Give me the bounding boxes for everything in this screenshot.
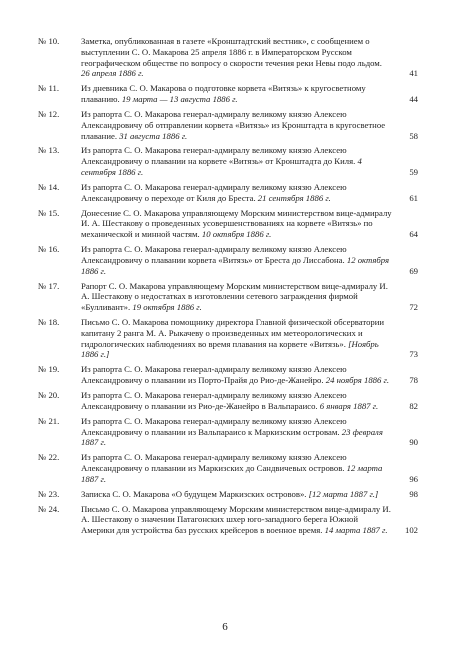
- entry-date: 10 октября 1886 г.: [201, 229, 272, 240]
- entry-number: № 12.: [38, 108, 60, 119]
- entry-number: № 10.: [38, 36, 60, 46]
- entry-number: № 22.: [38, 452, 60, 463]
- toc-entry: [38, 452, 418, 484]
- entry-date: 12 марта 1887 г.: [81, 463, 383, 484]
- entry-title: Заметка, опубликованная в газете «Кронштадтский вестник», с сообщением о выступлении С. О. Макарова 25 апреля 1886 г. в Императорском Русском географическом обществе по вопросу о скорости течения реки Невы подо льдом.: [81, 36, 382, 68]
- entry-page: 59: [409, 167, 418, 178]
- entry-title: Из рапорта С. О. Макарова генерал-адмиралу великому князю Алексею Александровичу о плавании из Маркизских до Сандвичевых островов.: [81, 452, 347, 474]
- entry-page: 61: [409, 192, 418, 203]
- entry-date: 23 февраля 1887 г.: [81, 426, 383, 448]
- entry-title: Из рапорта С. О. Макарова генерал-адмиралу великому князю Алексею Александровичу о плавании из Вальпараисо к Маркизским островам.: [81, 415, 347, 437]
- toc-entry: [38, 36, 418, 79]
- entry-page: 73: [409, 349, 418, 360]
- entry-number: № 14.: [38, 181, 60, 192]
- toc-entry: [38, 416, 418, 448]
- toc-entry: [38, 145, 418, 177]
- entry-date: 19 марта — 13 августа 1886 г.: [121, 94, 238, 105]
- entry-page: 64: [409, 229, 418, 240]
- entry-title: Письмо С. О. Макарова управляющему Морским министерством вице-адмиралу И. А. Шестакову о значении Патагонских шхер юго-западного берега Южной Америки для устройства баз русских крейсеров в военное время.: [81, 503, 391, 536]
- entry-date: 24 ноября 1886 г.: [325, 375, 389, 386]
- entry-date: 31 августа 1886 г.: [119, 130, 188, 141]
- toc-entry: [38, 390, 418, 412]
- entry-page: 72: [409, 302, 418, 313]
- toc-entry: [38, 281, 418, 313]
- entry-title: Из рапорта С. О. Макарова генерал-адмиралу великому князю Алексею Александровичу о плавании из Порто-Прайя до Рио-де-Жанейро.: [81, 364, 347, 386]
- toc-entry: [38, 364, 418, 386]
- entry-number: № 17.: [38, 280, 60, 291]
- entry-title: Из рапорта С. О. Макарова генерал-адмиралу великому князю Алексею Александровичу о плавании из Рио-де-Жанейро в Вальпараисо.: [81, 390, 347, 411]
- entry-page: 102: [404, 525, 418, 536]
- entry-title: Из рапорта С. О. Макарова генерал-адмиралу великому князю Алексею Александровичу об отправлении корвета «Витязь» из Кронштадта в кругосветное плавание.: [81, 108, 386, 141]
- page-number: 6: [222, 621, 228, 633]
- entry-number: № 20.: [38, 390, 60, 401]
- entry-date: 14 марта 1887 г.: [324, 525, 388, 536]
- entry-page: 44: [409, 94, 418, 105]
- toc-entry: [38, 182, 418, 204]
- entry-title: Письмо С. О. Макарова помощнику директора Главной физической обсерватории капитану 2 ранга М. А. Рыкачеву о произведенных им метеорологических и гидрологических наблюдениях во время плавания на корвете «Витязь».: [81, 317, 385, 349]
- entry-date: [Ноябрь 1886 г.]: [81, 338, 379, 360]
- entry-page: 90: [409, 437, 418, 448]
- entry-title: Донесение С. О. Макарова управляющему Морским министерством вице-адмиралу И. А. Шестакову о проведенных усовершенствованиях на корвете «Витязь» по механической и минной частям.: [81, 207, 392, 240]
- toc-entry: [38, 317, 418, 360]
- toc-entry: [38, 83, 418, 105]
- entry-title: Из рапорта С. О. Макарова генерал-адмиралу великому князю Алексею Александровичу о плавании на корвете «Витязь» от Кронштадта до Киля.: [81, 145, 356, 167]
- entry-date: 4 сентября 1886 г.: [81, 156, 362, 178]
- entry-date: 6 января 1887 г.: [319, 400, 379, 411]
- entry-number: № 21.: [38, 415, 60, 426]
- entry-title: Записка С. О. Макарова «О будущем Маркизских островов».: [81, 488, 307, 499]
- entry-page: 69: [409, 265, 418, 276]
- entry-title: Из дневника С. О. Макарова о подготовке корвета «Витязь» к кругосветному плаванию.: [81, 83, 366, 105]
- entry-number: № 11.: [38, 83, 59, 94]
- entry-date: 12 октября 1886 г.: [81, 254, 390, 276]
- entry-page: 58: [409, 130, 418, 141]
- entry-number: № 13.: [38, 145, 60, 156]
- toc-entry: [38, 208, 418, 240]
- entry-number: № 19.: [38, 364, 60, 375]
- entry-date: [12 марта 1887 г.]: [308, 488, 379, 499]
- entry-number: № 24.: [38, 503, 60, 514]
- toc-entry: [38, 489, 418, 500]
- entry-date: 19 октября 1886 г.: [132, 302, 202, 313]
- entry-number: № 15.: [38, 207, 60, 218]
- entry-page: 96: [409, 473, 418, 484]
- entry-date: 26 апреля 1886 г.: [81, 68, 144, 79]
- table-of-contents: [38, 36, 418, 540]
- entry-title: Из рапорта С. О. Макарова генерал-адмиралу великому князю Алексею Александровичу о переходе от Киля до Бреста.: [81, 181, 347, 203]
- entry-number: № 18.: [38, 317, 60, 328]
- entry-date: 21 сентября 1886 г.: [257, 192, 331, 203]
- entry-page: 41: [409, 68, 418, 79]
- toc-entry: [38, 244, 418, 276]
- entry-number: № 16.: [38, 244, 60, 255]
- toc-entry: [38, 504, 418, 536]
- entry-title: Рапорт С. О. Макарова управляющему Морским министерством вице-адмиралу И. А. Шестакову о недостатках в изготовлении сетевого заграждения фирмой «Булливант».: [81, 280, 388, 313]
- entry-page: 98: [409, 488, 418, 499]
- entry-page: 82: [409, 400, 418, 411]
- entry-title: Из рапорта С. О. Макарова генерал-адмиралу великому князю Алексею Александровичу о плавании корвета «Витязь» от Бреста до Лиссабона.: [81, 244, 347, 265]
- entry-page: 78: [409, 375, 418, 386]
- entry-number: № 23.: [38, 488, 60, 499]
- toc-entry: [38, 109, 418, 141]
